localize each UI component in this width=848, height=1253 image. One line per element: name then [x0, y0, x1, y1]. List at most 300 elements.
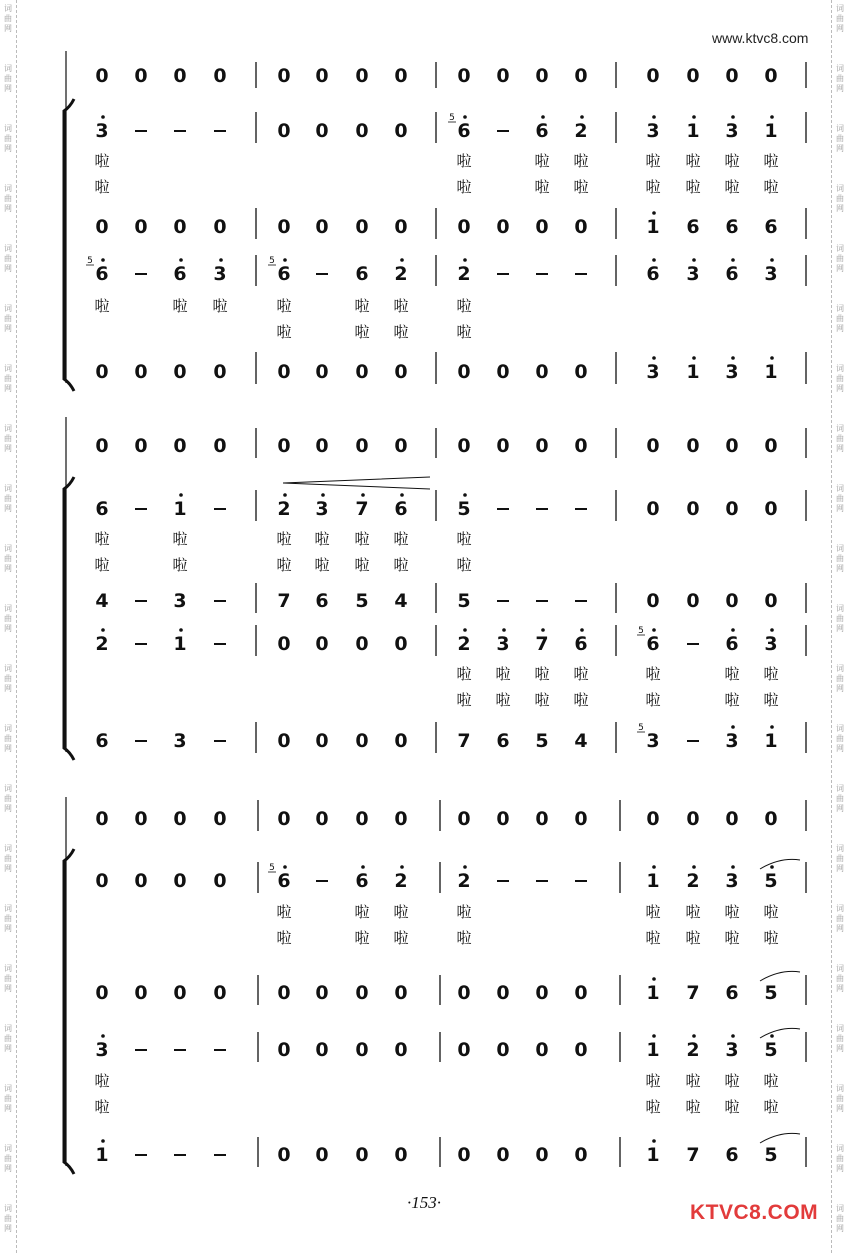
- tie-slur: [760, 859, 800, 869]
- watermark-char: 词: [4, 1084, 12, 1093]
- watermark-char: 曲: [836, 374, 844, 383]
- jianpu-note: 0: [95, 435, 109, 457]
- jianpu-note: 0: [496, 1144, 510, 1166]
- jianpu-note: 1: [764, 730, 778, 752]
- watermark-char: 网: [4, 264, 12, 273]
- watermark-char: 网: [836, 384, 844, 393]
- jianpu-note: 0: [355, 65, 369, 87]
- high-octave-dot: [692, 1034, 696, 1038]
- high-octave-dot: [731, 258, 735, 262]
- watermark-char: 词: [836, 784, 844, 793]
- high-octave-dot: [731, 115, 735, 119]
- high-octave-dot: [179, 258, 183, 262]
- jianpu-note: 0: [457, 982, 471, 1004]
- watermark-char: 词: [4, 604, 12, 613]
- jianpu-note: 0: [535, 65, 549, 87]
- jianpu-note: 0: [277, 361, 291, 383]
- lyric-syllable: 啦: [393, 929, 409, 947]
- high-octave-dot: [219, 258, 223, 262]
- jianpu-note: 0: [574, 1039, 588, 1061]
- lyric-syllable: 啦: [172, 297, 188, 315]
- watermark-char: 网: [4, 24, 12, 33]
- jianpu-note: 0: [394, 435, 408, 457]
- watermark-char: 词: [836, 664, 844, 673]
- lyric-syllable: 啦: [763, 903, 779, 921]
- lyric-syllable: 啦: [724, 1072, 740, 1090]
- lyric-syllable: 啦: [534, 665, 550, 683]
- high-octave-dot: [101, 258, 105, 262]
- watermark-char: 词: [836, 364, 844, 373]
- jianpu-note: 6: [277, 263, 291, 285]
- lyric-syllable: 啦: [94, 1072, 110, 1090]
- lyric-syllable: 啦: [763, 1072, 779, 1090]
- lyric-syllable: 啦: [393, 323, 409, 341]
- jianpu-note: 0: [496, 361, 510, 383]
- lyric-syllable: 啦: [724, 929, 740, 947]
- jianpu-note: 0: [95, 870, 109, 892]
- jianpu-note: 0: [95, 361, 109, 383]
- watermark-char: 词: [836, 1144, 844, 1153]
- lyric-syllable: 啦: [573, 178, 589, 196]
- lyric-syllable: 啦: [573, 691, 589, 709]
- lyric-syllable: 啦: [276, 297, 292, 315]
- high-octave-dot: [692, 115, 696, 119]
- jianpu-note: 3: [496, 633, 510, 655]
- jianpu-note: 0: [574, 808, 588, 830]
- jianpu-note: 0: [213, 65, 227, 87]
- jianpu-note: 4: [95, 590, 109, 612]
- jianpu-note: 0: [457, 1039, 471, 1061]
- jianpu-note: 6: [725, 216, 739, 238]
- watermark-char: 曲: [836, 734, 844, 743]
- jianpu-note: 0: [213, 435, 227, 457]
- lyric-syllable: 啦: [354, 297, 370, 315]
- watermark-char: 曲: [4, 1154, 12, 1163]
- watermark-char: 词: [4, 364, 12, 373]
- lyric-syllable: 啦: [276, 530, 292, 548]
- jianpu-note: 6: [394, 498, 408, 520]
- jianpu-note: 1: [764, 361, 778, 383]
- watermark-char: 曲: [4, 974, 12, 983]
- jianpu-note: 0: [725, 65, 739, 87]
- jianpu-note: 0: [277, 730, 291, 752]
- watermark-char: 曲: [4, 1094, 12, 1103]
- jianpu-note: 2: [686, 1039, 700, 1061]
- lyric-syllable: 啦: [94, 1098, 110, 1116]
- watermark-char: 网: [836, 564, 844, 573]
- jianpu-note: 3: [315, 498, 329, 520]
- jianpu-note: 0: [457, 361, 471, 383]
- jianpu-note: 2: [394, 263, 408, 285]
- jianpu-note: 0: [686, 498, 700, 520]
- lyric-syllable: 啦: [495, 665, 511, 683]
- watermark-char: 曲: [836, 314, 844, 323]
- watermark-char: 曲: [836, 1034, 844, 1043]
- grace-note: 5: [449, 113, 455, 123]
- lyric-syllable: 啦: [276, 323, 292, 341]
- watermark-char: 曲: [836, 974, 844, 983]
- jianpu-note: 0: [394, 633, 408, 655]
- jianpu-note: 7: [686, 1144, 700, 1166]
- choir-bracket: [64, 99, 74, 391]
- watermark-char: 网: [836, 204, 844, 213]
- watermark-char: 词: [836, 304, 844, 313]
- watermark-char: 网: [4, 1104, 12, 1113]
- watermark-char: 曲: [836, 914, 844, 923]
- jianpu-note: 0: [646, 498, 660, 520]
- jianpu-note: 6: [646, 263, 660, 285]
- lyric-syllable: 啦: [724, 903, 740, 921]
- jianpu-note: 3: [764, 263, 778, 285]
- jianpu-note: 0: [134, 982, 148, 1004]
- watermark-char: 词: [4, 124, 12, 133]
- watermark-char: 网: [836, 804, 844, 813]
- jianpu-note: 0: [686, 590, 700, 612]
- lyric-syllable: 啦: [724, 665, 740, 683]
- lyric-syllable: 啦: [94, 556, 110, 574]
- jianpu-note: 0: [574, 982, 588, 1004]
- watermark-char: 词: [836, 184, 844, 193]
- high-octave-dot: [692, 258, 696, 262]
- jianpu-note: 0: [277, 982, 291, 1004]
- watermark-char: 词: [836, 1024, 844, 1033]
- jianpu-note: 0: [355, 120, 369, 142]
- watermark-char: 网: [836, 1224, 844, 1233]
- watermark-char: 网: [4, 804, 12, 813]
- lyric-syllable: 啦: [456, 691, 472, 709]
- watermark-char: 网: [4, 444, 12, 453]
- lyric-syllable: 啦: [534, 152, 550, 170]
- lyric-syllable: 啦: [573, 152, 589, 170]
- jianpu-note: 0: [213, 870, 227, 892]
- jianpu-note: 0: [496, 435, 510, 457]
- jianpu-note: 1: [646, 982, 660, 1004]
- watermark-char: 网: [4, 564, 12, 573]
- high-octave-dot: [731, 865, 735, 869]
- jianpu-note: 7: [355, 498, 369, 520]
- jianpu-note: 0: [173, 65, 187, 87]
- jianpu-note: 6: [646, 633, 660, 655]
- jianpu-note: 4: [574, 730, 588, 752]
- jianpu-note: 1: [646, 216, 660, 238]
- high-octave-dot: [179, 628, 183, 632]
- watermark-char: 曲: [836, 854, 844, 863]
- high-octave-dot: [731, 356, 735, 360]
- watermark-char: 词: [4, 1024, 12, 1033]
- watermark-char: 网: [836, 1044, 844, 1053]
- watermark-char: 词: [836, 544, 844, 553]
- watermark-char: 词: [4, 424, 12, 433]
- watermark-char: 网: [836, 864, 844, 873]
- jianpu-note: 0: [496, 1039, 510, 1061]
- jianpu-note: 3: [646, 730, 660, 752]
- jianpu-note: 0: [725, 590, 739, 612]
- jianpu-note: 0: [134, 65, 148, 87]
- jianpu-note: 3: [725, 361, 739, 383]
- watermark-char: 曲: [4, 674, 12, 683]
- lyric-syllable: 啦: [276, 929, 292, 947]
- lyric-syllable: 啦: [724, 1098, 740, 1116]
- jianpu-note: 0: [134, 361, 148, 383]
- jianpu-note: 0: [355, 1144, 369, 1166]
- jianpu-note: 0: [457, 808, 471, 830]
- watermark-char: 词: [4, 4, 12, 13]
- watermark-char: 曲: [836, 1154, 844, 1163]
- watermark-char: 词: [836, 484, 844, 493]
- jianpu-note: 1: [95, 1144, 109, 1166]
- watermark-char: 曲: [836, 14, 844, 23]
- jianpu-note: 0: [315, 982, 329, 1004]
- high-octave-dot: [580, 115, 584, 119]
- watermark-char: 网: [4, 984, 12, 993]
- watermark-char: 词: [836, 424, 844, 433]
- jianpu-note: 0: [574, 1144, 588, 1166]
- jianpu-note: 0: [457, 65, 471, 87]
- lyric-syllable: 啦: [573, 665, 589, 683]
- jianpu-note: 0: [686, 808, 700, 830]
- lyric-syllable: 啦: [94, 297, 110, 315]
- lyric-syllable: 啦: [456, 929, 472, 947]
- jianpu-note: 0: [394, 361, 408, 383]
- jianpu-note: 0: [457, 216, 471, 238]
- jianpu-note: 0: [315, 1144, 329, 1166]
- watermark-char: 词: [4, 724, 12, 733]
- grace-note: 5: [638, 723, 644, 733]
- jianpu-note: 0: [315, 120, 329, 142]
- lyric-syllable: 啦: [763, 691, 779, 709]
- watermark-char: 网: [836, 1104, 844, 1113]
- watermark-char: 曲: [4, 1214, 12, 1223]
- jianpu-note: 6: [535, 120, 549, 142]
- watermark-char: 网: [836, 1164, 844, 1173]
- jianpu-note: 0: [277, 435, 291, 457]
- high-octave-dot: [652, 628, 656, 632]
- jianpu-note: 0: [173, 870, 187, 892]
- jianpu-note: 5: [355, 590, 369, 612]
- watermark-char: 网: [4, 924, 12, 933]
- high-octave-dot: [770, 865, 774, 869]
- high-octave-dot: [770, 258, 774, 262]
- jianpu-note: 7: [535, 633, 549, 655]
- high-octave-dot: [400, 258, 404, 262]
- watermark-char: 网: [836, 144, 844, 153]
- jianpu-note: 3: [725, 1039, 739, 1061]
- high-octave-dot: [652, 211, 656, 215]
- jianpu-note: 6: [315, 590, 329, 612]
- watermark-char: 词: [4, 844, 12, 853]
- jianpu-note: 3: [95, 1039, 109, 1061]
- watermark-char: 网: [4, 624, 12, 633]
- high-octave-dot: [652, 1139, 656, 1143]
- lyric-syllable: 啦: [685, 178, 701, 196]
- watermark-char: 网: [836, 24, 844, 33]
- jianpu-note: 0: [646, 65, 660, 87]
- jianpu-note: 0: [646, 590, 660, 612]
- jianpu-note: 0: [574, 435, 588, 457]
- jianpu-note: 0: [394, 730, 408, 752]
- grace-note: 5: [269, 863, 275, 873]
- lyric-syllable: 啦: [94, 178, 110, 196]
- jianpu-note: 0: [134, 435, 148, 457]
- jianpu-note: 0: [535, 1144, 549, 1166]
- jianpu-note: 6: [725, 633, 739, 655]
- watermark-char: 曲: [4, 614, 12, 623]
- jianpu-note: 5: [535, 730, 549, 752]
- watermark-char: 网: [4, 1224, 12, 1233]
- jianpu-note: 0: [355, 361, 369, 383]
- lyric-syllable: 啦: [645, 1072, 661, 1090]
- lyric-syllable: 啦: [314, 530, 330, 548]
- lyric-syllable: 啦: [456, 665, 472, 683]
- high-octave-dot: [400, 865, 404, 869]
- jianpu-note: 1: [686, 120, 700, 142]
- high-octave-dot: [731, 725, 735, 729]
- watermark-char: 词: [4, 304, 12, 313]
- tie-slur: [760, 971, 800, 981]
- watermark-char: 曲: [836, 1094, 844, 1103]
- jianpu-note: 0: [355, 1039, 369, 1061]
- website-url: www.ktvc8.com: [712, 30, 809, 46]
- jianpu-note: 2: [457, 870, 471, 892]
- lyric-syllable: 啦: [456, 152, 472, 170]
- jianpu-note: 6: [355, 870, 369, 892]
- jianpu-note: 1: [646, 1039, 660, 1061]
- high-octave-dot: [541, 115, 545, 119]
- watermark-char: 网: [4, 144, 12, 153]
- jianpu-note: 0: [213, 361, 227, 383]
- jianpu-note: 0: [173, 435, 187, 457]
- lyric-syllable: 啦: [393, 556, 409, 574]
- watermark-char: 词: [4, 64, 12, 73]
- jianpu-note: 0: [394, 65, 408, 87]
- jianpu-note: 0: [686, 65, 700, 87]
- watermark-char: 词: [836, 964, 844, 973]
- jianpu-note: 0: [457, 1144, 471, 1166]
- grace-note: 5: [638, 626, 644, 636]
- jianpu-note: 0: [95, 808, 109, 830]
- grace-note: 5: [87, 256, 93, 266]
- watermark-char: 曲: [836, 494, 844, 503]
- high-octave-dot: [101, 1034, 105, 1038]
- lyric-syllable: 啦: [645, 691, 661, 709]
- watermark-char: 网: [4, 864, 12, 873]
- watermark-char: 曲: [4, 1034, 12, 1043]
- jianpu-note: 0: [95, 982, 109, 1004]
- high-octave-dot: [283, 865, 287, 869]
- lyric-syllable: 啦: [645, 929, 661, 947]
- watermark-char: 词: [836, 604, 844, 613]
- jianpu-note: 1: [686, 361, 700, 383]
- watermark-char: 曲: [4, 734, 12, 743]
- high-octave-dot: [361, 493, 365, 497]
- lyric-syllable: 啦: [172, 556, 188, 574]
- watermark-char: 曲: [836, 254, 844, 263]
- high-octave-dot: [770, 356, 774, 360]
- lyric-syllable: 啦: [685, 152, 701, 170]
- high-octave-dot: [731, 628, 735, 632]
- jianpu-note: 0: [686, 435, 700, 457]
- high-octave-dot: [400, 493, 404, 497]
- high-octave-dot: [770, 1034, 774, 1038]
- jianpu-note: 6: [173, 263, 187, 285]
- jianpu-note: 0: [574, 216, 588, 238]
- lyric-syllable: 啦: [645, 178, 661, 196]
- lyric-syllable: 啦: [456, 323, 472, 341]
- watermark-char: 网: [4, 684, 12, 693]
- lyric-syllable: 啦: [354, 929, 370, 947]
- jianpu-note: 1: [173, 633, 187, 655]
- high-octave-dot: [101, 628, 105, 632]
- watermark-char: 曲: [4, 74, 12, 83]
- jianpu-note: 0: [725, 808, 739, 830]
- watermark-char: 词: [836, 904, 844, 913]
- jianpu-note: 2: [95, 633, 109, 655]
- watermark-char: 词: [836, 1204, 844, 1213]
- lyric-syllable: 啦: [763, 178, 779, 196]
- jianpu-note: 0: [457, 435, 471, 457]
- jianpu-note: 0: [496, 982, 510, 1004]
- high-octave-dot: [770, 115, 774, 119]
- watermark-char: 曲: [4, 854, 12, 863]
- watermark-char: 网: [4, 204, 12, 213]
- jianpu-note: 0: [574, 361, 588, 383]
- high-octave-dot: [463, 628, 467, 632]
- jianpu-note: 0: [213, 808, 227, 830]
- watermark-char: 词: [836, 244, 844, 253]
- jianpu-note: 3: [725, 870, 739, 892]
- watermark-char: 曲: [4, 914, 12, 923]
- lyric-syllable: 啦: [685, 1072, 701, 1090]
- lyric-syllable: 啦: [763, 1098, 779, 1116]
- watermark-char: 曲: [836, 194, 844, 203]
- crescendo-hairpin: [283, 477, 430, 489]
- lyric-syllable: 啦: [314, 556, 330, 574]
- jianpu-note: 6: [95, 263, 109, 285]
- jianpu-note: 0: [134, 216, 148, 238]
- jianpu-note: 3: [646, 361, 660, 383]
- jianpu-note: 0: [394, 216, 408, 238]
- jianpu-note: 4: [394, 590, 408, 612]
- watermark-char: 词: [836, 64, 844, 73]
- lyric-syllable: 啦: [393, 530, 409, 548]
- watermark-char: 网: [836, 84, 844, 93]
- high-octave-dot: [283, 493, 287, 497]
- jianpu-note: 3: [725, 730, 739, 752]
- lyric-syllable: 啦: [276, 903, 292, 921]
- watermark-char: 曲: [836, 434, 844, 443]
- high-octave-dot: [692, 356, 696, 360]
- high-octave-dot: [652, 1034, 656, 1038]
- jianpu-note: 2: [277, 498, 291, 520]
- watermark-char: 曲: [836, 614, 844, 623]
- lyric-syllable: 啦: [685, 903, 701, 921]
- high-octave-dot: [179, 493, 183, 497]
- jianpu-note: 0: [315, 216, 329, 238]
- watermark-char: 曲: [836, 554, 844, 563]
- jianpu-note: 0: [394, 120, 408, 142]
- high-octave-dot: [502, 628, 506, 632]
- high-octave-dot: [652, 356, 656, 360]
- jianpu-note: 2: [457, 633, 471, 655]
- jianpu-note: 0: [173, 808, 187, 830]
- jianpu-note: 3: [646, 120, 660, 142]
- jianpu-note: 0: [315, 1039, 329, 1061]
- watermark-char: 网: [836, 324, 844, 333]
- high-octave-dot: [463, 258, 467, 262]
- jianpu-note: 6: [686, 216, 700, 238]
- watermark-char: 曲: [836, 134, 844, 143]
- jianpu-note: 0: [535, 808, 549, 830]
